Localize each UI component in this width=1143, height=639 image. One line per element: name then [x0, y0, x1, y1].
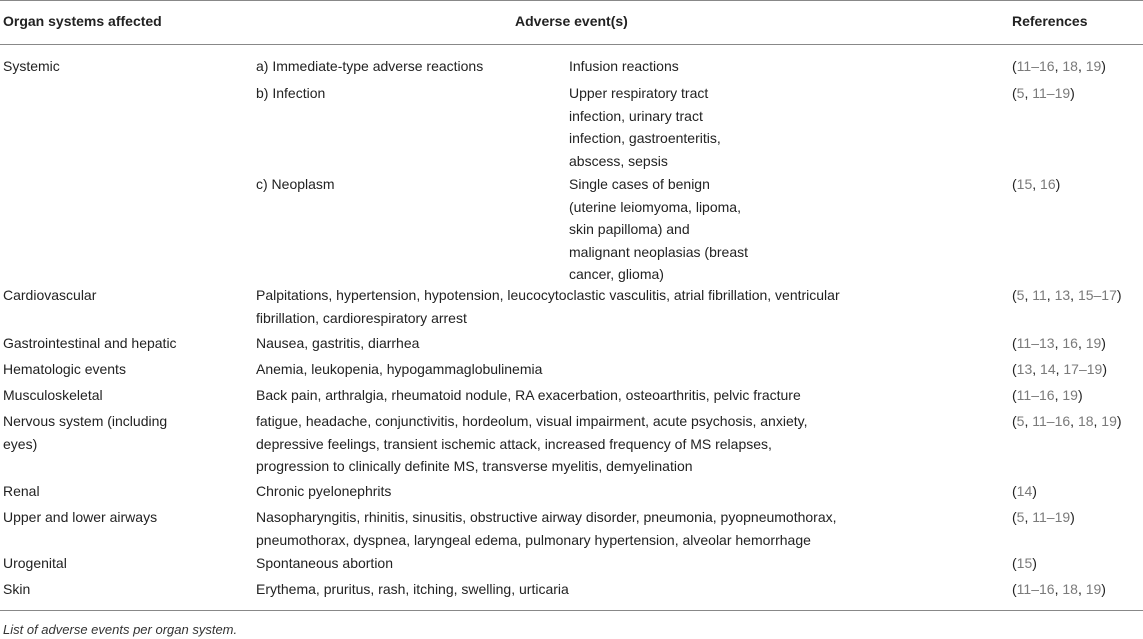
- adverse-event-text: Chronic pyelonephrits: [256, 483, 392, 499]
- reference-punctuation: (: [1012, 361, 1017, 377]
- reference-link[interactable]: 16: [1062, 335, 1078, 351]
- reference-punctuation: ): [1101, 581, 1106, 597]
- reference-link[interactable]: 16: [1040, 176, 1056, 192]
- reference-list: [1012, 384, 1083, 406]
- adverse-event-text: fibrillation, cardiorespiratory arrest: [256, 309, 467, 326]
- header-references: References: [1012, 13, 1088, 29]
- reference-list: [1012, 506, 1075, 528]
- reference-punctuation: ,: [1077, 335, 1086, 351]
- reference-link[interactable]: 11–13: [1016, 335, 1055, 351]
- reference-link[interactable]: 15–17: [1077, 287, 1117, 303]
- reference-punctuation: ,: [1024, 509, 1033, 525]
- reference-punctuation: ,: [1046, 287, 1055, 303]
- reference-list: [1012, 358, 1107, 380]
- reference-punctuation: ): [1116, 413, 1122, 429]
- reference-link[interactable]: 5: [1016, 85, 1025, 101]
- reference-link[interactable]: 19: [1085, 58, 1102, 74]
- reference-punctuation: (: [1012, 555, 1017, 571]
- reference-punctuation: ): [1102, 361, 1107, 377]
- reference-link[interactable]: 15: [1016, 555, 1033, 571]
- reference-punctuation: ): [1055, 176, 1061, 192]
- reference-punctuation: ,: [1032, 176, 1041, 192]
- reference-list: [1012, 410, 1122, 432]
- reference-link[interactable]: 13: [1016, 361, 1033, 377]
- adverse-event-text: abscess, sepsis: [569, 152, 668, 169]
- adverse-event-text: Upper respiratory tract: [569, 85, 709, 101]
- reference-punctuation: (: [1012, 509, 1017, 525]
- reference-punctuation: ): [1032, 555, 1037, 571]
- reference-punctuation: ,: [1024, 85, 1033, 101]
- adverse-event-text: progression to clinically definite MS, transverse myelitis, demyelination: [256, 458, 693, 474]
- reference-punctuation: ,: [1054, 58, 1063, 74]
- reference-link[interactable]: 14: [1016, 483, 1033, 499]
- organ-system-label: Nervous system (including: [3, 413, 168, 429]
- reference-link[interactable]: 11–19: [1032, 85, 1071, 101]
- reference-link[interactable]: 11–16: [1016, 387, 1055, 403]
- adverse-event-text: Spontaneous abortion: [256, 555, 393, 571]
- reference-list: [1012, 578, 1106, 600]
- reference-list: [1012, 173, 1060, 195]
- reference-punctuation: ): [1070, 85, 1075, 101]
- reference-link[interactable]: 18: [1062, 581, 1078, 597]
- reference-punctuation: (: [1012, 335, 1017, 351]
- reference-punctuation: (: [1012, 581, 1017, 597]
- reference-link[interactable]: 11–19: [1032, 509, 1071, 525]
- reference-punctuation: ): [1101, 335, 1106, 351]
- reference-punctuation: (: [1012, 176, 1017, 192]
- reference-punctuation: ,: [1070, 287, 1078, 303]
- adverse-event-text: malignant neoplasias (breast: [569, 243, 748, 260]
- event-category-label: a) Immediate-type adverse reactions: [256, 58, 484, 74]
- reference-link[interactable]: 11–16: [1016, 58, 1055, 74]
- reference-punctuation: ,: [1093, 413, 1102, 429]
- header-organ-systems: Organ systems affected: [3, 13, 162, 29]
- reference-punctuation: ): [1116, 287, 1122, 303]
- reference-punctuation: ): [1070, 509, 1075, 525]
- organ-system-label: Cardiovascular: [3, 287, 97, 303]
- reference-list: [1012, 55, 1106, 77]
- reference-punctuation: ): [1032, 483, 1037, 499]
- reference-link[interactable]: 5: [1016, 413, 1025, 429]
- reference-link[interactable]: 17–19: [1063, 361, 1103, 377]
- reference-punctuation: (: [1012, 387, 1017, 403]
- adverse-event-text: depressive feelings, transient ischemic attack, increased frequency of MS relapses,: [256, 435, 772, 452]
- bottom-rule: [0, 610, 1143, 611]
- organ-system-label: Musculoskeletal: [3, 387, 103, 403]
- reference-link[interactable]: 18: [1077, 413, 1094, 429]
- organ-system-label: Gastrointestinal and hepatic: [3, 335, 177, 351]
- reference-link[interactable]: 11–16: [1016, 581, 1055, 597]
- header-adverse-events: Adverse event(s): [515, 13, 628, 29]
- reference-list: [1012, 332, 1106, 354]
- reference-punctuation: (: [1012, 413, 1017, 429]
- organ-system-label: Renal: [3, 483, 40, 499]
- reference-punctuation: (: [1012, 58, 1017, 74]
- event-category-label: c) Neoplasm: [256, 176, 335, 192]
- adverse-event-text: skin papilloma) and: [569, 221, 690, 237]
- reference-link[interactable]: 13: [1054, 287, 1071, 303]
- reference-punctuation: ,: [1077, 581, 1086, 597]
- reference-link[interactable]: 11: [1032, 287, 1047, 303]
- adverse-event-text: fatigue, headache, conjunctivitis, hordeolum, visual impairment, acute psychosis, anxiety,: [256, 413, 808, 429]
- reference-link[interactable]: 19: [1062, 387, 1078, 403]
- reference-punctuation: ): [1101, 58, 1106, 74]
- reference-list: [1012, 82, 1075, 104]
- reference-punctuation: ,: [1032, 361, 1041, 377]
- adverse-event-text: (uterine leiomyoma, lipoma,: [569, 198, 741, 215]
- reference-punctuation: ,: [1054, 387, 1063, 403]
- organ-system-label: Systemic: [3, 58, 60, 74]
- reference-link[interactable]: 19: [1085, 581, 1102, 597]
- reference-punctuation: ,: [1054, 581, 1063, 597]
- reference-link[interactable]: 19: [1101, 413, 1117, 429]
- adverse-event-text: Nasopharyngitis, rhinitis, sinusitis, obstructive airway disorder, pneumonia, pyopneumothorax,: [256, 509, 837, 525]
- reference-punctuation: ,: [1054, 335, 1063, 351]
- table-caption: List of adverse events per organ system.: [3, 622, 238, 637]
- header-rule: [0, 44, 1143, 45]
- adverse-event-text: pneumothorax, dyspnea, laryngeal edema, pulmonary hypertension, alveolar hemorrhage: [256, 531, 811, 548]
- reference-link[interactable]: 14: [1040, 361, 1056, 377]
- reference-punctuation: ,: [1024, 287, 1033, 303]
- reference-link[interactable]: 11–16: [1032, 413, 1071, 429]
- reference-punctuation: (: [1012, 483, 1017, 499]
- adverse-event-text: Back pain, arthralgia, rheumatoid nodule, RA exacerbation, osteoarthritis, pelvic fracture: [256, 387, 801, 403]
- reference-list: [1012, 480, 1037, 502]
- reference-punctuation: ): [1077, 387, 1083, 403]
- top-rule: [0, 0, 1143, 1]
- event-category-label: b) Infection: [256, 85, 326, 101]
- adverse-event-text: Infusion reactions: [569, 58, 679, 74]
- reference-list: [1012, 552, 1037, 574]
- adverse-event-text: infection, urinary tract: [569, 107, 703, 124]
- organ-system-label: eyes): [3, 435, 38, 452]
- reference-punctuation: ,: [1077, 58, 1086, 74]
- organ-system-label: Urogenital: [3, 555, 67, 571]
- reference-link[interactable]: 5: [1016, 287, 1025, 303]
- reference-list: [1012, 284, 1122, 306]
- reference-punctuation: ,: [1024, 413, 1033, 429]
- adverse-event-text: Erythema, pruritus, rash, itching, swelling, urticaria: [256, 581, 569, 597]
- reference-punctuation: ,: [1070, 413, 1078, 429]
- adverse-event-text: Anemia, leukopenia, hypogammaglobulinemia: [256, 361, 543, 377]
- reference-link[interactable]: 18: [1062, 58, 1078, 74]
- reference-punctuation: ,: [1055, 361, 1064, 377]
- reference-punctuation: (: [1012, 85, 1017, 101]
- adverse-event-text: cancer, glioma): [569, 266, 664, 282]
- reference-punctuation: (: [1012, 287, 1017, 303]
- organ-system-label: Skin: [3, 581, 31, 597]
- adverse-event-text: infection, gastroenteritis,: [569, 130, 721, 146]
- organ-system-label: Upper and lower airways: [3, 509, 158, 525]
- organ-system-label: Hematologic events: [3, 361, 126, 377]
- adverse-event-text: Nausea, gastritis, diarrhea: [256, 335, 420, 351]
- adverse-event-text: Palpitations, hypertension, hypotension, leucocytoclastic vasculitis, atrial fibrillation, ventricular: [256, 287, 840, 303]
- adverse-event-text: Single cases of benign: [569, 176, 710, 192]
- reference-link[interactable]: 15: [1016, 176, 1033, 192]
- reference-link[interactable]: 5: [1016, 509, 1025, 525]
- reference-link[interactable]: 19: [1085, 335, 1102, 351]
